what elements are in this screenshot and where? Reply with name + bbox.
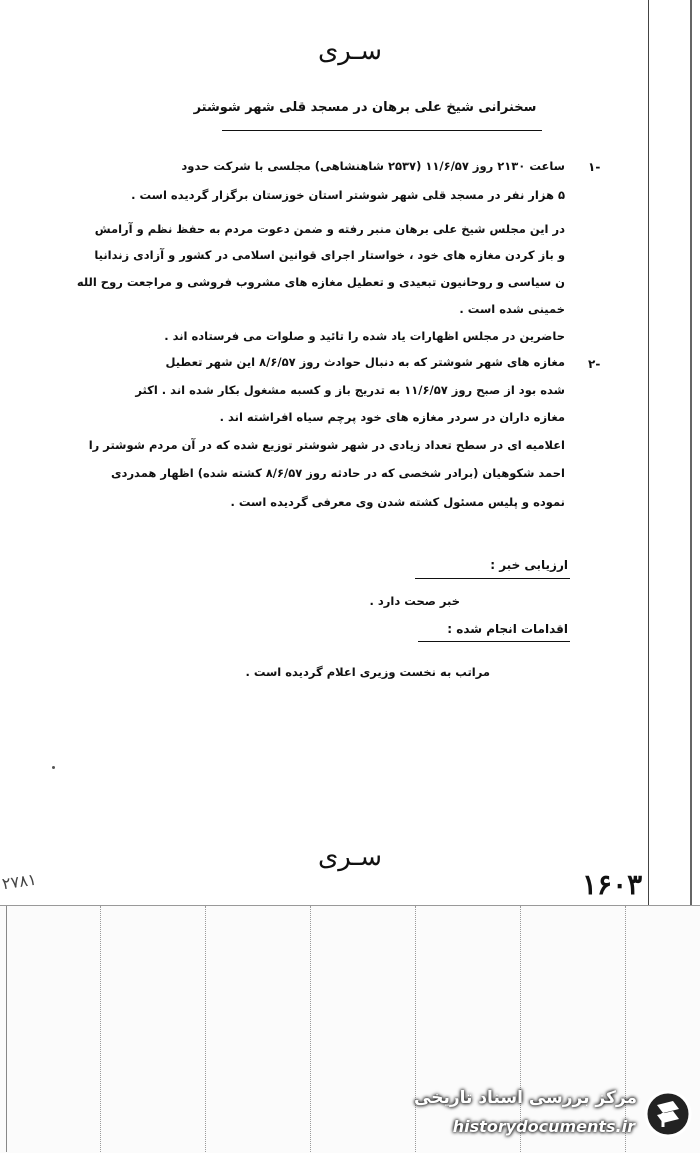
item-number-2: ۲- bbox=[588, 357, 601, 371]
scan-speck bbox=[52, 766, 55, 769]
page-edge-line bbox=[648, 0, 649, 905]
actions-underline bbox=[418, 641, 570, 642]
archive-logo-icon bbox=[643, 1089, 693, 1139]
item-2-line-4: اعلامیه ای در سطح تعداد زیادی در شهر شوشتر توزیع شده که در آن مردم شوشتر را bbox=[88, 438, 565, 452]
item-1-line-7: حاضرین در مجلس اظهارات یاد شده را تائید و صلوات می فرستاده اند . bbox=[164, 329, 565, 343]
scan-edge-line bbox=[6, 906, 7, 1152]
classification-bottom: سـری bbox=[317, 842, 383, 872]
item-1-line-2: ۵ هزار نفر در مسجد قلی شهر شوشتر استان خوزستان برگزار گردیده است . bbox=[131, 188, 565, 202]
scan-dotted-line bbox=[310, 906, 311, 1152]
evaluation-text: خبر صحت دارد . bbox=[369, 594, 460, 608]
watermark bbox=[414, 1085, 695, 1145]
watermark-text-en: historydocuments.ir bbox=[452, 1117, 635, 1136]
archive-number: ۲۷۸۱ bbox=[0, 869, 38, 894]
item-1-line-5: ن سیاسی و روحانیون تبعیدی و تعطیل مغازه های مشروب فروشی و مراجعت روح الله bbox=[76, 275, 565, 289]
actions-label: اقدامات انجام شده : bbox=[447, 622, 568, 636]
watermark-text-fa: مرکز بررسی اسناد تاریخی bbox=[414, 1088, 637, 1108]
document-subject: سخنرانی شیخ علی برهان در مسجد قلی شهر شوشتر bbox=[193, 100, 537, 115]
evaluation-label: ارزیابی خبر : bbox=[490, 558, 568, 572]
subject-underline bbox=[222, 130, 542, 131]
page-edge-shadow bbox=[690, 0, 692, 905]
item-1-line-4: و باز کردن مغازه های خود ، خواستار اجرای قوانین اسلامی در کشور و آزادی زندانیا bbox=[94, 248, 565, 262]
item-2-line-2: شده بود از صبح روز ۱۱/۶/۵۷ به تدریج باز و کسبه مشغول بکار شده اند . اکثر bbox=[135, 383, 565, 397]
scan-dotted-line bbox=[100, 906, 101, 1152]
item-1-line-1: ساعت ۲۱۳۰ روز ۱۱/۶/۵۷ (۲۵۳۷ شاهنشاهی) مجلسی با شرکت حدود bbox=[181, 159, 565, 173]
item-2-line-6: نموده و پلیس مسئول کشته شدن وی معرفی گردیده است . bbox=[230, 495, 565, 509]
classification-top: سـری bbox=[317, 36, 383, 66]
scan-dotted-line bbox=[205, 906, 206, 1152]
item-2-line-5: احمد شکوهیان (برادر شخصی که در حادثه روز ۸/۶/۵۷ کشته شده) اظهار همدردی bbox=[111, 466, 565, 480]
item-1-line-3: در این مجلس شیخ علی برهان منبر رفته و ضمن دعوت مردم به حفظ نظم و آرامش bbox=[94, 222, 565, 236]
scan-dotted-line bbox=[415, 906, 416, 1152]
page-number: ۱۶۰۳ bbox=[582, 868, 643, 901]
actions-text: مراتب به نخست وزیری اعلام گردیده است . bbox=[245, 665, 490, 679]
item-2-line-3: مغازه داران در سردر مغازه های خود پرچم سیاه افراشته اند . bbox=[219, 410, 565, 424]
item-2-line-1: مغازه های شهر شوشتر که به دنبال حوادث روز ۸/۶/۵۷ این شهر تعطیل bbox=[165, 355, 565, 369]
item-number-1: ۱- bbox=[588, 160, 601, 174]
evaluation-underline bbox=[415, 578, 570, 579]
item-1-line-6: خمینی شده است . bbox=[459, 302, 565, 316]
